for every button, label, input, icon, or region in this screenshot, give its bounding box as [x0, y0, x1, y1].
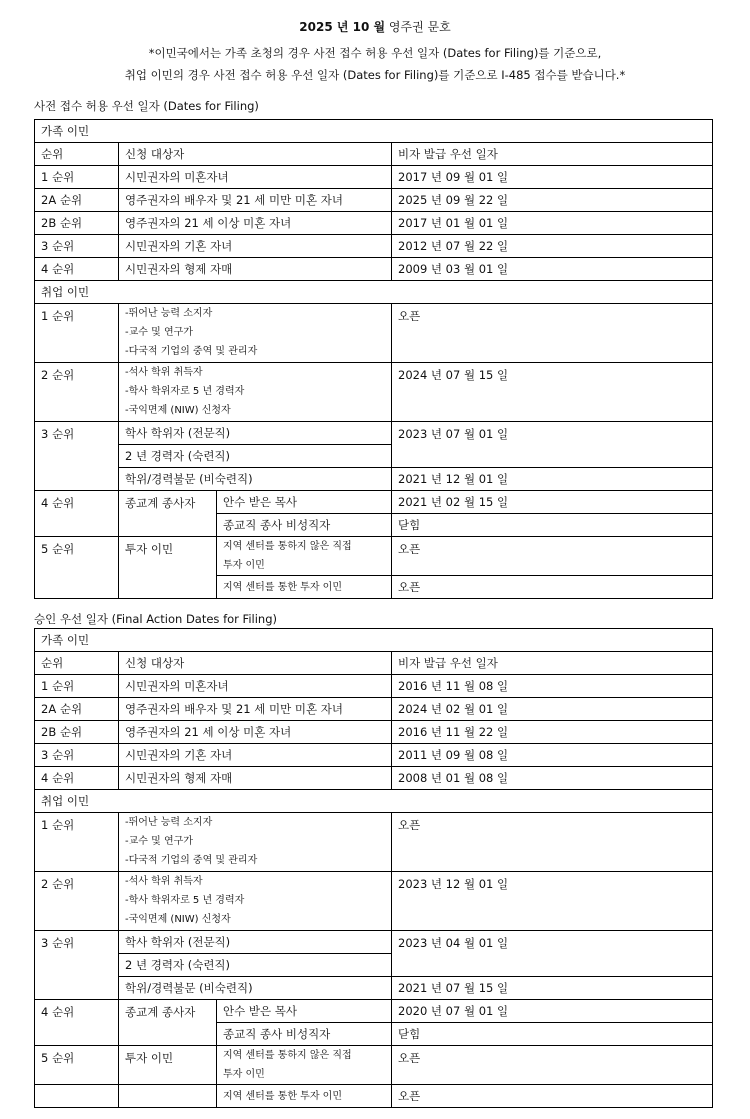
date-cell: 2009 년 03 월 01 일 — [392, 258, 713, 281]
table-row — [35, 813, 713, 872]
date-cell: 2017 년 01 월 01 일 — [392, 212, 713, 235]
date-cell: 2008 년 01 월 08 일 — [392, 767, 713, 790]
applicant-cell: 안수 받은 목사 — [217, 491, 392, 514]
applicant-cell — [217, 537, 392, 576]
table-row — [35, 721, 713, 744]
applicant-cell: 학사 학위자 (전문직) — [119, 931, 392, 954]
date-cell: 닫힘 — [392, 514, 713, 537]
applicant-cell: 학사 학위자 (전문직) — [119, 422, 392, 445]
date-cell: 오픈 — [392, 576, 713, 599]
applicant-cell: 학위/경력불문 (비숙련직) — [119, 977, 392, 1000]
final-section-label: 승인 우선 일자 (Final Action Dates for Filing) — [34, 612, 277, 626]
applicant-cell: 종교직 종사 비성직자 — [217, 1023, 392, 1046]
filing-table — [34, 119, 713, 599]
applicant-line: -석사 학위 취득자 — [125, 367, 203, 378]
applicant-line: -교수 및 연구가 — [125, 327, 193, 338]
applicant-line: -학사 학위자로 5 년 경력자 — [125, 386, 245, 397]
rank-cell: 1 순위 — [35, 166, 119, 189]
employment-heading: 취업 이민 — [35, 281, 713, 304]
table-row — [35, 235, 713, 258]
applicant-cell — [119, 813, 392, 872]
rank-cell: 3 순위 — [35, 235, 119, 258]
table-row — [35, 537, 713, 576]
applicant-cell: 2 년 경력자 (숙련직) — [119, 445, 392, 468]
rank-cell: 4 순위 — [35, 767, 119, 790]
date-cell: 오픈 — [392, 1046, 713, 1085]
table-row — [35, 363, 713, 422]
table-row — [35, 166, 713, 189]
applicant-cell: 학위/경력불문 (비숙련직) — [119, 468, 392, 491]
applicant-cell: 지역 센터를 통한 투자 이민 — [217, 576, 392, 599]
table-row — [35, 872, 713, 931]
rank-cell: 4 순위 — [35, 491, 119, 537]
final-table — [34, 628, 713, 1108]
rank-cell: 2B 순위 — [35, 721, 119, 744]
date-cell: 2020 년 07 월 01 일 — [392, 1000, 713, 1023]
applicant-cell: 영주권자의 배우자 및 21 세 미만 미혼 자녀 — [119, 698, 392, 721]
applicant-line: 투자 이민 — [223, 1069, 265, 1080]
table-row — [35, 744, 713, 767]
table-row — [35, 1000, 713, 1023]
rank-cell: 2 순위 — [35, 872, 119, 931]
applicant-cell — [217, 1046, 392, 1085]
page-title — [0, 18, 750, 35]
applicant-line: -석사 학위 취득자 — [125, 876, 203, 887]
table-row — [35, 304, 713, 363]
date-cell: 닫힘 — [392, 1023, 713, 1046]
date-cell: 2016 년 11 월 08 일 — [392, 675, 713, 698]
table-row — [35, 767, 713, 790]
category-cell: 투자 이민 — [119, 1046, 217, 1085]
applicant-line: -학사 학위자로 5 년 경력자 — [125, 895, 245, 906]
col-date: 비자 발급 우선 일자 — [392, 143, 713, 166]
rank-cell: 2B 순위 — [35, 212, 119, 235]
applicant-cell: 시민권자의 미혼자녀 — [119, 675, 392, 698]
date-cell: 2023 년 04 월 01 일 — [392, 931, 713, 977]
date-cell: 2017 년 09 월 01 일 — [392, 166, 713, 189]
employment-heading: 취업 이민 — [35, 790, 713, 813]
family-heading: 가족 이민 — [35, 629, 713, 652]
applicant-cell — [119, 363, 392, 422]
rank-cell: 1 순위 — [35, 304, 119, 363]
date-cell: 오픈 — [392, 813, 713, 872]
title-month: 2025 년 10 월 — [299, 20, 386, 34]
table-row — [35, 212, 713, 235]
rank-cell: 1 순위 — [35, 813, 119, 872]
table-row — [35, 491, 713, 514]
rank-cell: 4 순위 — [35, 1000, 119, 1046]
applicant-cell: 종교직 종사 비성직자 — [217, 514, 392, 537]
rank-cell: 3 순위 — [35, 744, 119, 767]
applicant-line: 투자 이민 — [223, 560, 265, 571]
date-cell: 2023 년 07 월 01 일 — [392, 422, 713, 468]
date-cell: 오픈 — [392, 537, 713, 576]
applicant-line: -뛰어난 능력 소지자 — [125, 308, 213, 319]
table-row — [35, 189, 713, 212]
applicant-line: -교수 및 연구가 — [125, 836, 193, 847]
applicant-line: -국익면제 (NIW) 신청자 — [125, 405, 231, 416]
date-cell: 오픈 — [392, 1085, 713, 1108]
note-line-1: *이민국에서는 가족 초청의 경우 사전 접수 허용 우선 일자 (Dates for Filing)를 기준으로, — [148, 46, 602, 60]
date-cell: 2024 년 02 월 01 일 — [392, 698, 713, 721]
applicant-cell — [119, 872, 392, 931]
rank-cell: 5 순위 — [35, 1046, 119, 1085]
applicant-line: 지역 센터를 통하지 않은 직접 — [223, 1050, 352, 1061]
rank-cell: 2 순위 — [35, 363, 119, 422]
applicant-cell: 지역 센터를 통한 투자 이민 — [217, 1085, 392, 1108]
date-cell: 2021 년 12 월 01 일 — [392, 468, 713, 491]
rank-cell: 2A 순위 — [35, 189, 119, 212]
date-cell: 2025 년 09 월 22 일 — [392, 189, 713, 212]
family-heading: 가족 이민 — [35, 120, 713, 143]
rank-cell: 5 순위 — [35, 537, 119, 599]
category-cell: 종교계 종사자 — [119, 491, 217, 537]
date-cell: 2024 년 07 월 15 일 — [392, 363, 713, 422]
applicant-line: -뛰어난 능력 소지자 — [125, 817, 213, 828]
date-cell: 2021 년 02 월 15 일 — [392, 491, 713, 514]
applicant-cell — [119, 304, 392, 363]
col-rank: 순위 — [35, 143, 119, 166]
table-row — [35, 1085, 713, 1108]
applicant-cell: 시민권자의 기혼 자녀 — [119, 235, 392, 258]
table-row — [35, 422, 713, 445]
applicant-cell: 영주권자의 배우자 및 21 세 미만 미혼 자녀 — [119, 189, 392, 212]
category-cell — [119, 1085, 217, 1108]
date-cell: 오픈 — [392, 304, 713, 363]
applicant-cell: 영주권자의 21 세 이상 미혼 자녀 — [119, 721, 392, 744]
rank-cell — [35, 1085, 119, 1108]
rank-cell: 3 순위 — [35, 422, 119, 491]
col-applicant: 신청 대상자 — [119, 143, 392, 166]
table-row — [35, 675, 713, 698]
category-cell: 종교계 종사자 — [119, 1000, 217, 1046]
applicant-line: -다국적 기업의 중역 및 관리자 — [125, 346, 258, 357]
date-cell: 2023 년 12 월 01 일 — [392, 872, 713, 931]
date-cell: 2011 년 09 월 08 일 — [392, 744, 713, 767]
applicant-cell: 2 년 경력자 (숙련직) — [119, 954, 392, 977]
applicant-line: 지역 센터를 통하지 않은 직접 — [223, 541, 352, 552]
col-rank: 순위 — [35, 652, 119, 675]
col-date: 비자 발급 우선 일자 — [392, 652, 713, 675]
date-cell: 2021 년 07 월 15 일 — [392, 977, 713, 1000]
table-row — [35, 258, 713, 281]
filing-section-label: 사전 접수 허용 우선 일자 (Dates for Filing) — [34, 99, 259, 113]
note-line-2: 취업 이민의 경우 사전 접수 허용 우선 일자 (Dates for Filing)를 기준으로 I-485 접수를 받습니다.* — [124, 68, 626, 82]
applicant-line: -국익면제 (NIW) 신청자 — [125, 914, 231, 925]
category-cell: 투자 이민 — [119, 537, 217, 599]
table-row — [35, 468, 713, 491]
table-row — [35, 931, 713, 954]
col-applicant: 신청 대상자 — [119, 652, 392, 675]
title-text: 영주권 문호 — [385, 20, 451, 34]
table-row — [35, 698, 713, 721]
table-row — [35, 1046, 713, 1085]
applicant-cell: 시민권자의 형제 자매 — [119, 767, 392, 790]
applicant-cell: 시민권자의 기혼 자녀 — [119, 744, 392, 767]
rank-cell: 4 순위 — [35, 258, 119, 281]
date-cell: 2012 년 07 월 22 일 — [392, 235, 713, 258]
applicant-line: -다국적 기업의 중역 및 관리자 — [125, 855, 258, 866]
table-row — [35, 977, 713, 1000]
rank-cell: 3 순위 — [35, 931, 119, 1000]
rank-cell: 1 순위 — [35, 675, 119, 698]
rank-cell: 2A 순위 — [35, 698, 119, 721]
applicant-cell: 안수 받은 목사 — [217, 1000, 392, 1023]
applicant-cell: 시민권자의 형제 자매 — [119, 258, 392, 281]
applicant-cell: 영주권자의 21 세 이상 미혼 자녀 — [119, 212, 392, 235]
applicant-cell: 시민권자의 미혼자녀 — [119, 166, 392, 189]
date-cell: 2016 년 11 월 22 일 — [392, 721, 713, 744]
